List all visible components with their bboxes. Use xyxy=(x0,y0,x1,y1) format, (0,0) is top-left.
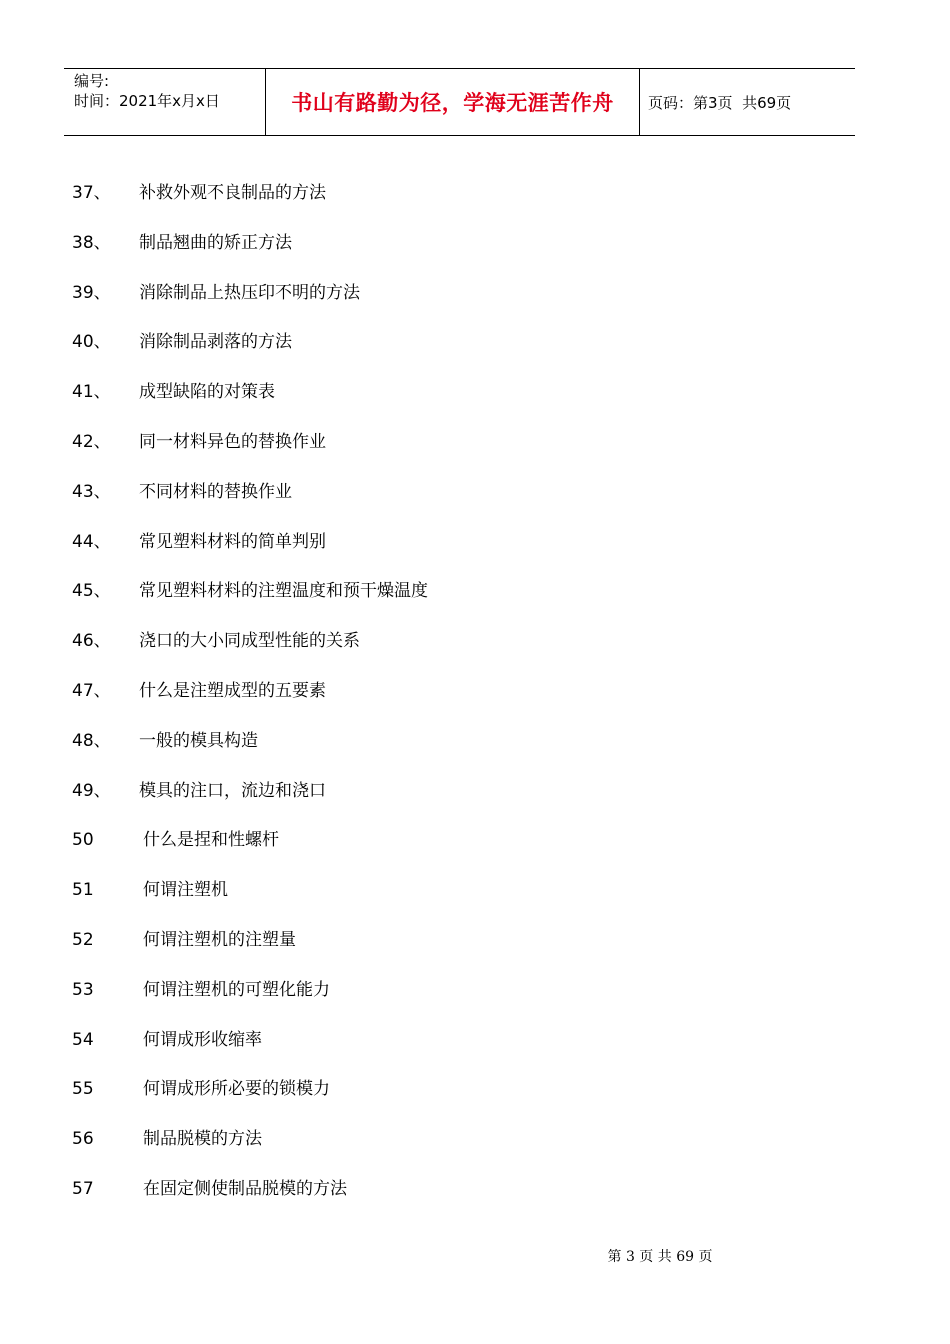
toc-item-text: 消除制品剥落的方法 xyxy=(139,332,292,353)
toc-item-number: 45、 xyxy=(72,581,111,602)
toc-item-number: 54 xyxy=(72,1029,94,1050)
toc-item-text: 何谓注塑机的可塑化能力 xyxy=(143,979,330,1000)
header-page-cell xyxy=(640,69,855,135)
toc-item-number: 49、 xyxy=(72,780,111,801)
toc-item-text: 成型缺陷的对策表 xyxy=(139,382,275,403)
toc-item-number: 47、 xyxy=(72,680,111,701)
toc-item-text: 在固定侧使制品脱模的方法 xyxy=(143,1178,347,1199)
toc-item-number: 57 xyxy=(72,1178,94,1199)
toc-item-number: 50 xyxy=(72,830,94,851)
toc-item-text: 常见塑料材料的简单判别 xyxy=(139,531,326,552)
time-label: 时间：2021年x月x日 xyxy=(74,92,220,110)
toc-item xyxy=(72,529,772,579)
toc-item-number: 38、 xyxy=(72,232,111,253)
toc-item xyxy=(72,429,772,479)
toc-item-text: 补救外观不良制品的方法 xyxy=(139,183,326,203)
toc-item xyxy=(72,977,772,1027)
toc-item xyxy=(72,1126,772,1176)
header-left-cell xyxy=(64,69,266,135)
serial-label: 编号: xyxy=(74,72,110,90)
footer-page-number: 第 3 页 共 69 页 xyxy=(607,1249,713,1265)
toc-item xyxy=(72,728,772,778)
header-motto-cell xyxy=(266,69,640,135)
toc-item xyxy=(72,827,772,877)
toc-item xyxy=(72,230,772,280)
toc-item xyxy=(72,379,772,429)
motto-text: 书山有路勤为径，学海无涯苦作舟 xyxy=(291,91,614,115)
toc-item-number: 41、 xyxy=(72,382,111,403)
toc-item-text: 同一材料异色的替换作业 xyxy=(139,431,326,452)
toc-item xyxy=(72,180,772,230)
toc-item xyxy=(72,1176,772,1226)
toc-item-text: 模具的注口，流边和浇口 xyxy=(139,780,326,801)
toc-item-text: 浇口的大小同成型性能的关系 xyxy=(139,631,360,652)
toc-item xyxy=(72,877,772,927)
toc-item-number: 44、 xyxy=(72,531,111,552)
toc-item-text: 不同材料的替换作业 xyxy=(139,481,292,502)
toc-item xyxy=(72,1027,772,1077)
page-info: 页码：第3页 共69页 xyxy=(648,93,792,112)
toc-item xyxy=(72,1076,772,1126)
toc-item-number: 53 xyxy=(72,979,94,1000)
toc-item-number: 55 xyxy=(72,1079,94,1100)
toc-item-text: 什么是注塑成型的五要素 xyxy=(139,680,326,701)
toc-item-text: 何谓注塑机 xyxy=(143,880,228,901)
page-footer xyxy=(0,1246,950,1266)
toc-item-text: 什么是捏和性螺杆 xyxy=(143,830,279,851)
toc-item-number: 48、 xyxy=(72,730,111,751)
toc-item-text: 消除制品上热压印不明的方法 xyxy=(139,282,360,303)
toc-item xyxy=(72,280,772,330)
toc-item-number: 40、 xyxy=(72,332,111,353)
toc-item-number: 51 xyxy=(72,880,94,901)
page-header xyxy=(64,68,855,136)
toc-item-text: 何谓成形所必要的锁模力 xyxy=(143,1079,330,1100)
toc-item-number: 39、 xyxy=(72,282,111,303)
toc-item-number: 46、 xyxy=(72,631,111,652)
toc-item-text: 何谓成形收缩率 xyxy=(143,1029,262,1050)
toc-item xyxy=(72,628,772,678)
toc-item-number: 52 xyxy=(72,929,94,950)
toc-item-number: 42、 xyxy=(72,431,111,452)
toc-item xyxy=(72,578,772,628)
toc-item xyxy=(72,778,772,828)
toc-item-number: 56 xyxy=(72,1129,94,1150)
toc-item xyxy=(72,927,772,977)
toc-item-text: 常见塑料材料的注塑温度和预干燥温度 xyxy=(139,581,428,602)
toc-item-text: 制品翘曲的矫正方法 xyxy=(139,232,292,253)
toc-item-text: 何谓注塑机的注塑量 xyxy=(143,929,296,950)
toc-item-text: 一般的模具构造 xyxy=(139,730,258,751)
toc-item xyxy=(72,479,772,529)
toc-item-text: 制品脱模的方法 xyxy=(143,1129,262,1150)
toc-item xyxy=(72,329,772,379)
toc-item-number: 37、 xyxy=(72,183,111,203)
toc-item xyxy=(72,678,772,728)
toc-item-number: 43、 xyxy=(72,481,111,502)
table-of-contents xyxy=(72,180,772,1226)
